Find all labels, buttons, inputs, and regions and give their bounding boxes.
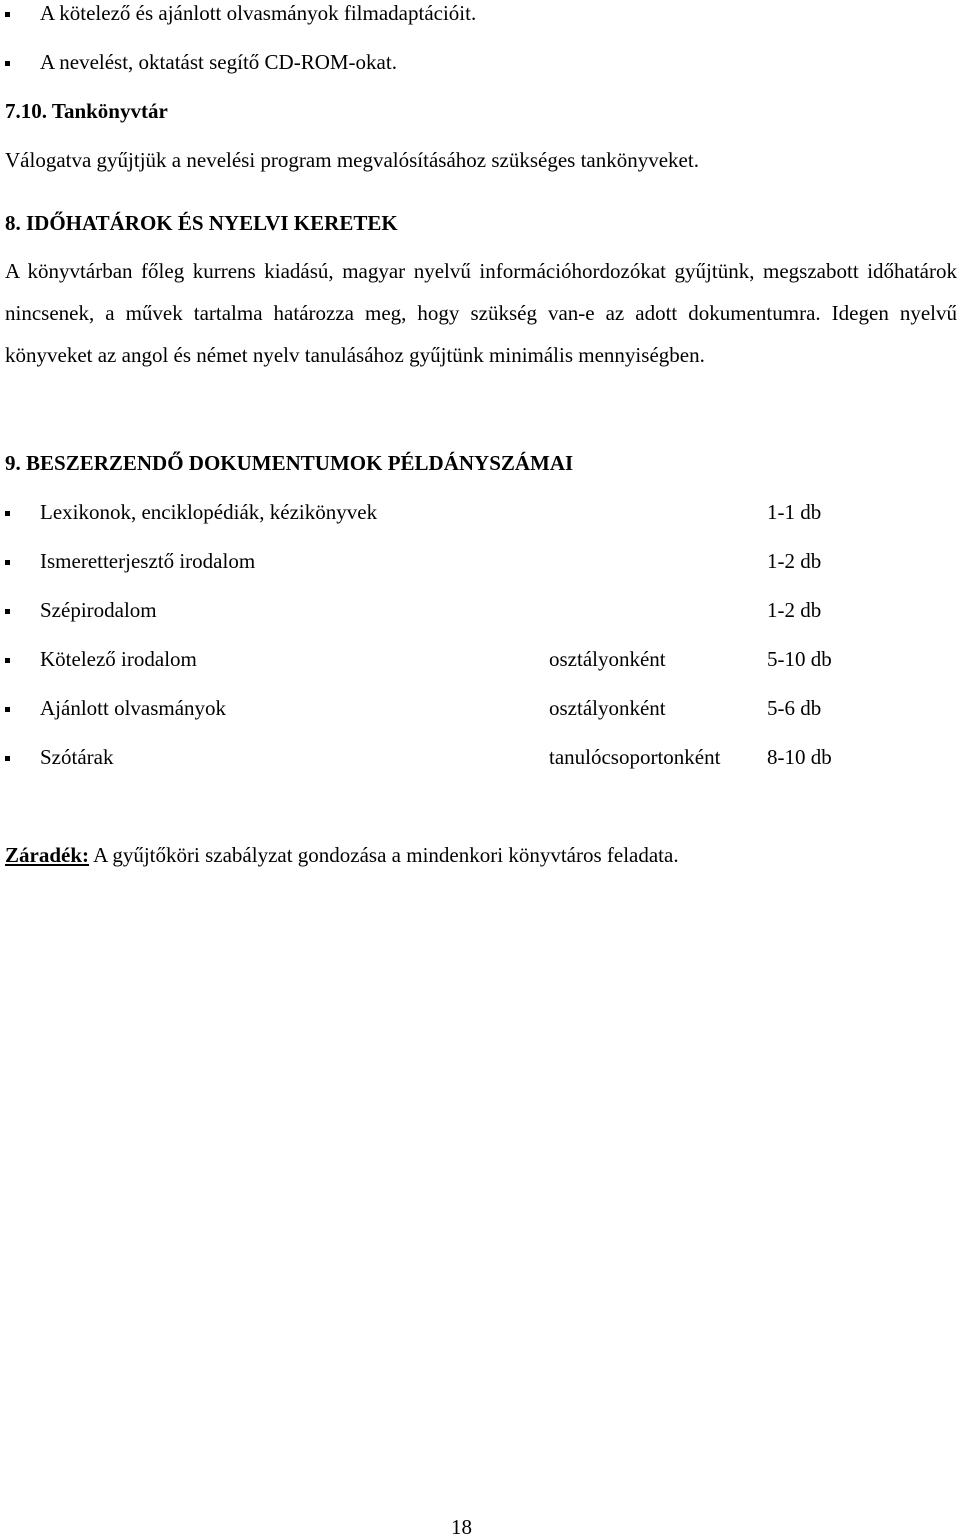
- bullet-marker: [5, 658, 10, 663]
- row-unit: tanulócsoportonként: [549, 745, 721, 769]
- row-unit: osztályonként: [549, 647, 666, 671]
- section-9-heading: 9. BESZERZENDŐ DOKUMENTUMOK PÉLDÁNYSZÁMAI: [5, 451, 574, 475]
- section-8-heading: 8. IDŐHATÁROK ÉS NYELVI KERETEK: [5, 211, 398, 235]
- bullet-marker: [5, 756, 10, 761]
- row-count: 8-10 db: [767, 745, 832, 769]
- row-count: 1-1 db: [767, 500, 822, 524]
- section-7-10-text: Válogatva gyűjtjük a nevelési program megvalósításához szükséges tankönyveket.: [5, 148, 699, 172]
- row-count: 5-10 db: [767, 647, 832, 671]
- bullet-marker: [5, 511, 10, 516]
- section-7-10-heading: 7.10. Tankönyvtár: [5, 99, 168, 123]
- bullet-marker: [5, 707, 10, 712]
- bullet-marker: [5, 609, 10, 614]
- top-bullet-1: A kötelező és ajánlott olvasmányok filmadaptációit.: [40, 1, 477, 25]
- top-bullet-2: A nevelést, oktatást segítő CD-ROM-okat.: [40, 50, 397, 74]
- bullet-marker: [5, 61, 10, 66]
- closing-clause: [5, 845, 679, 866]
- row-item: Ajánlott olvasmányok: [40, 696, 227, 720]
- row-count: 1-2 db: [767, 549, 822, 573]
- row-unit: osztályonként: [549, 696, 666, 720]
- bullet-marker: [5, 12, 10, 17]
- row-item: Ismeretterjesztő irodalom: [40, 549, 256, 573]
- closing-label: Záradék:: [5, 843, 89, 867]
- row-item: Szótárak: [40, 745, 114, 769]
- row-item: Szépirodalom: [40, 598, 157, 622]
- page-number: 18: [451, 1515, 472, 1539]
- bullet-marker: [5, 560, 10, 565]
- row-count: 1-2 db: [767, 598, 822, 622]
- section-8-paragraph: A könyvtárban főleg kurrens kiadású, magyar nyelvű információhordozókat gyűjtünk, megszabott időhatárok nincsenek, a művek tartalma határozza meg, hogy szükség van-e az adott dokumentumra. Idegen nyelvű könyveket az angol és német nyelv tanulásához gyűjtünk minimális mennyiségben.: [5, 259, 957, 367]
- row-count: 5-6 db: [767, 696, 822, 720]
- closing-text: A gyűjtőköri szabályzat gondozása a mindenkori könyvtáros feladata.: [89, 843, 679, 867]
- row-item: Kötelező irodalom: [40, 647, 197, 671]
- row-item: Lexikonok, enciklopédiák, kézikönyvek: [40, 500, 378, 524]
